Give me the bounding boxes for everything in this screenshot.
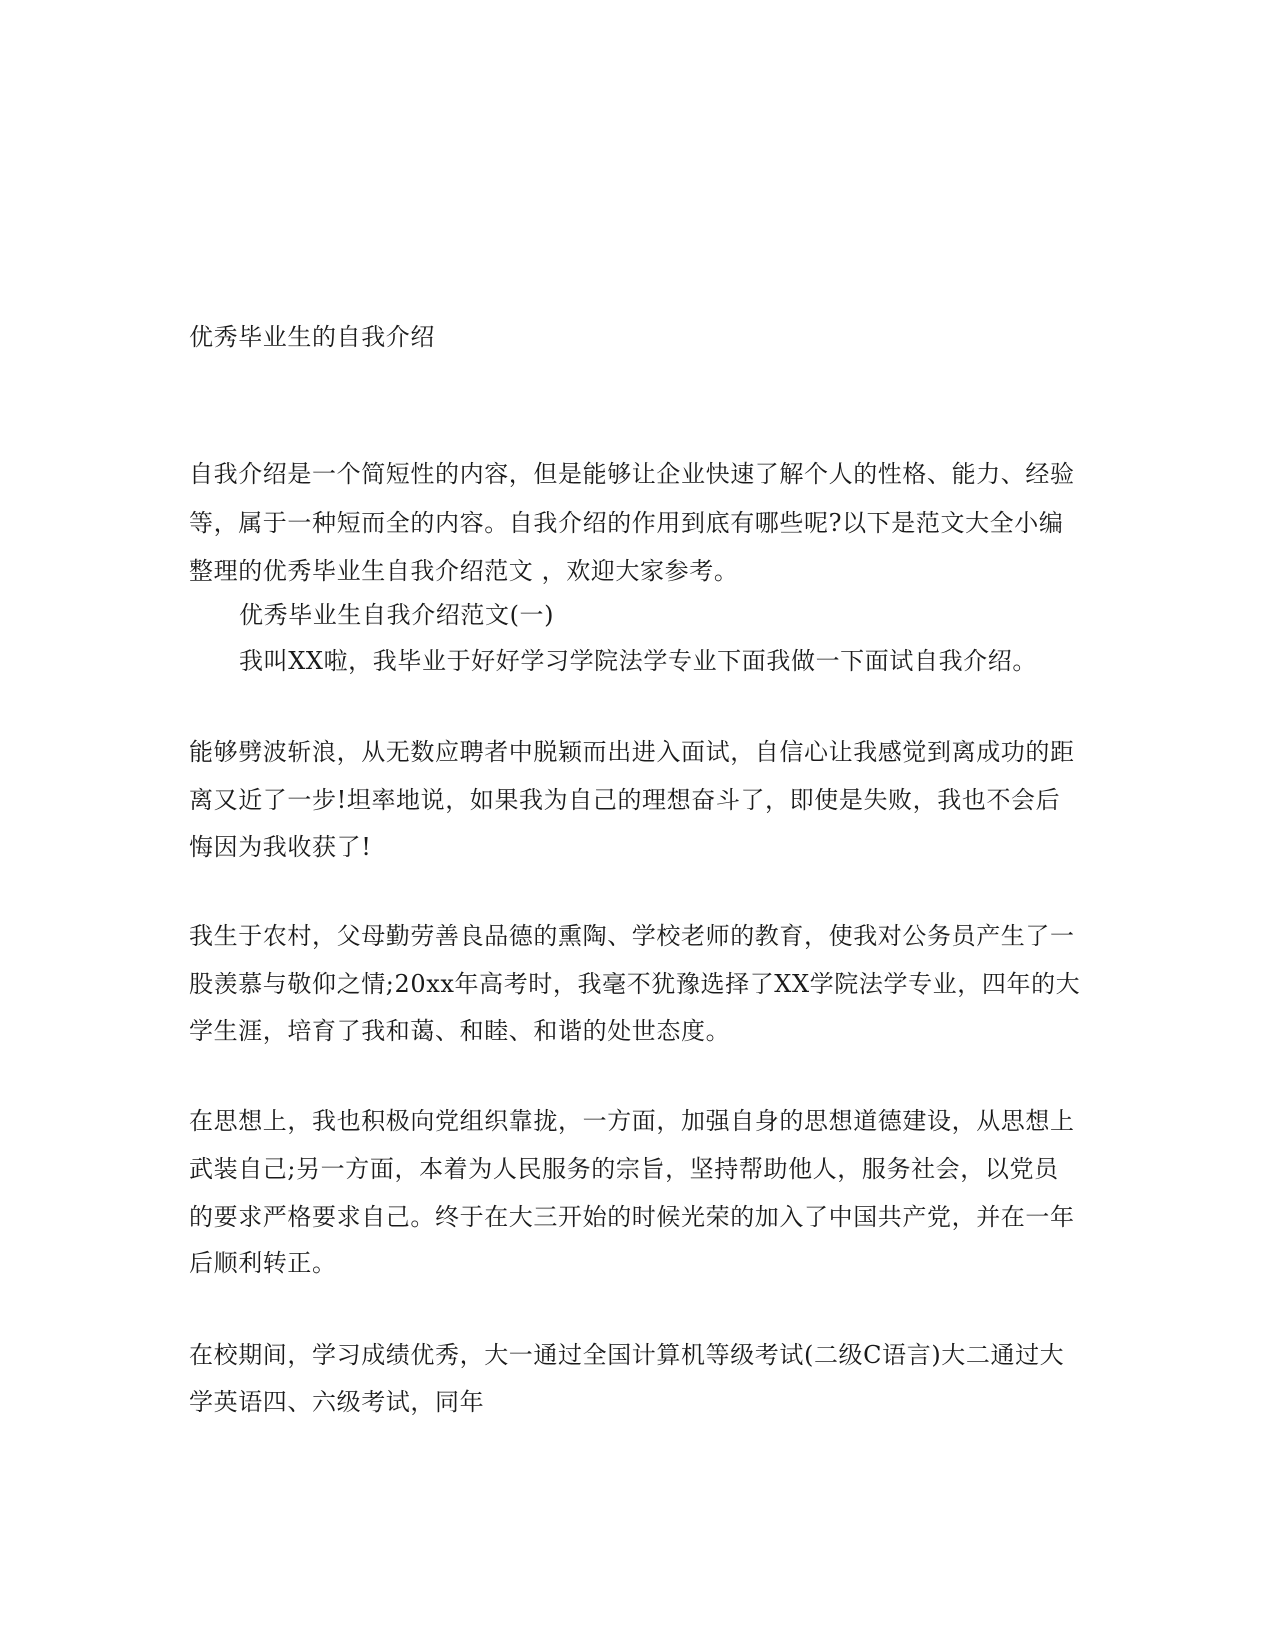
paragraph-line: 武装自己;另一方面，本着为人民服务的宗旨，坚持帮助他人，服务社会，以党员	[189, 1155, 1059, 1183]
paragraph-line: 的要求严格要求自己。终于在大三开始的时候光荣的加入了中国共产党，并在一年	[189, 1203, 1075, 1231]
paragraph-line: 后顺利转正。	[189, 1249, 337, 1277]
paragraph-line: 股羡慕与敬仰之情;20xx年高考时，我毫不犹豫选择了XX学院法学专业，四年的大	[189, 970, 1081, 998]
paragraph-line: 等，属于一种短而全的内容。自我介绍的作用到底有哪些呢?以下是范文大全小编	[189, 509, 1064, 537]
paragraph-line: 学英语四、六级考试，同年	[189, 1388, 485, 1416]
paragraph-line: 学生涯，培育了我和蔼、和睦、和谐的处世态度。	[189, 1017, 731, 1045]
paragraph-line: 能够劈波斩浪，从无数应聘者中脱颖而出进入面试，自信心让我感觉到离成功的距	[189, 738, 1075, 766]
paragraph-line: 在思想上，我也积极向党组织靠拢，一方面，加强自身的思想道德建设，从思想上	[189, 1107, 1075, 1135]
paragraph-line: 整理的优秀毕业生自我介绍范文 ，欢迎大家参考。	[189, 557, 739, 585]
paragraph-line: 在校期间，学习成绩优秀，大一通过全国计算机等级考试(二级C语言)大二通过大	[189, 1341, 1065, 1369]
section-heading: 优秀毕业生自我介绍范文(一)	[239, 601, 555, 629]
paragraph-line: 离又近了一步!坦率地说，如果我为自己的理想奋斗了，即使是失败，我也不会后	[189, 786, 1061, 814]
paragraph-line: 悔因为我收获了!	[189, 833, 372, 861]
paragraph-line: 我生于农村，父母勤劳善良品德的熏陶、学校老师的教育，使我对公务员产生了一	[189, 922, 1075, 950]
paragraph-line: 自我介绍是一个简短性的内容，但是能够让企业快速了解个人的性格、能力、经验	[189, 460, 1075, 488]
paragraph-line: 我叫XX啦，我毕业于好好学习学院法学专业下面我做一下面试自我介绍。	[239, 647, 1037, 675]
document-title: 优秀毕业生的自我介绍	[189, 323, 435, 351]
